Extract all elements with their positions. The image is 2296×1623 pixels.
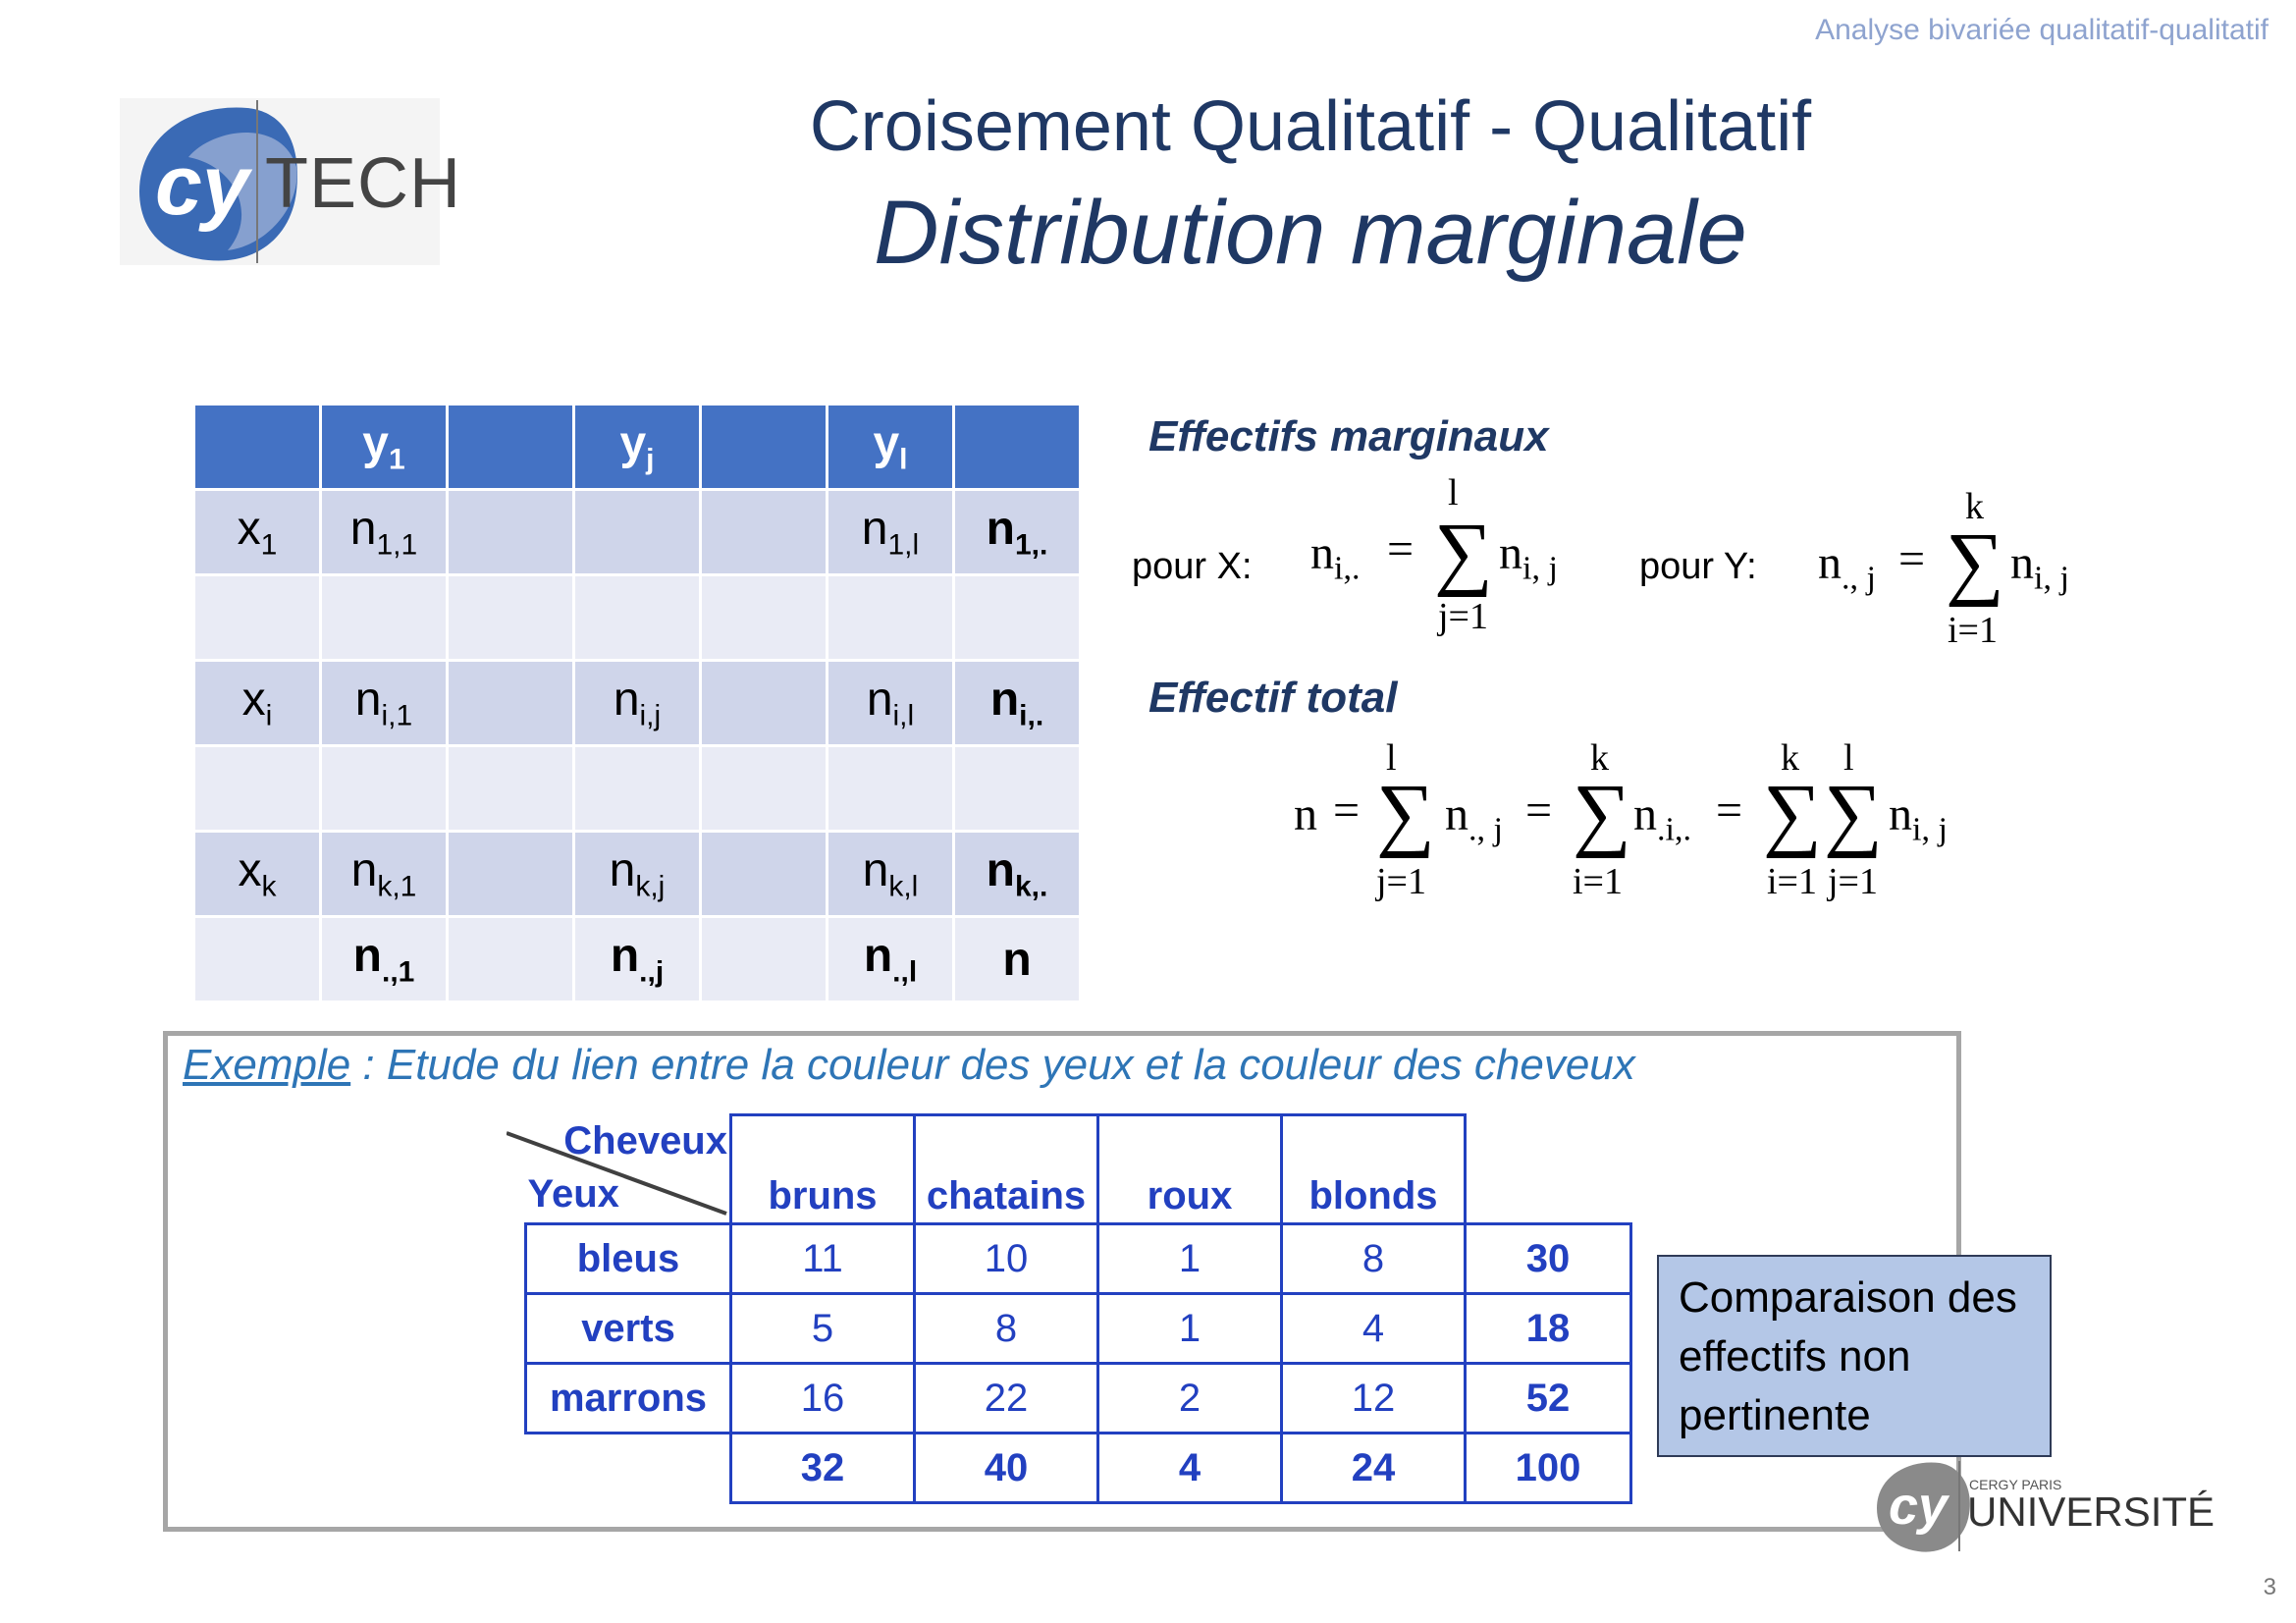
table-cell <box>448 746 574 832</box>
table-cell: 12 <box>1282 1364 1466 1434</box>
table-cell: $n_{i,1}$ <box>321 661 448 746</box>
slide-title: Croisement Qualitatif - Qualitatif <box>809 87 1812 166</box>
table-cell: $n_{i,j}$ <box>574 661 701 746</box>
table-cell: $n_{k,1}$ <box>321 832 448 917</box>
table-cell <box>954 575 1081 661</box>
grand-total: 100 <box>1466 1434 1631 1503</box>
table-cell <box>954 405 1081 490</box>
table-cell <box>448 405 574 490</box>
svg-text:cy: cy <box>1889 1477 1949 1536</box>
row-header: bleus <box>526 1224 731 1294</box>
table-cell <box>194 575 321 661</box>
table-cell: 16 <box>731 1364 915 1434</box>
row-marginal: $n_{1,.}$ <box>954 490 1081 575</box>
table-cell: 22 <box>915 1364 1098 1434</box>
table-cell: 2 <box>1098 1364 1282 1434</box>
table-cell <box>194 405 321 490</box>
column-total: 40 <box>915 1434 1098 1503</box>
table-cell: $n_{1,l}$ <box>828 490 954 575</box>
table-cell: 4 <box>1282 1294 1466 1364</box>
table-cell: $n_{k,l}$ <box>828 832 954 917</box>
cy-universite-logo <box>1869 1457 2216 1555</box>
row-total: 30 <box>1466 1224 1631 1294</box>
table-cell <box>194 746 321 832</box>
table-row <box>194 832 1081 917</box>
row-label: $x_i$ <box>194 661 321 746</box>
table-cell: 11 <box>731 1224 915 1294</box>
table-cell <box>701 917 828 1002</box>
column-header: chatains <box>915 1115 1098 1224</box>
marginals-heading: Effectifs marginaux <box>1148 412 1549 460</box>
table-header-cell: $y_1$ <box>321 405 448 490</box>
table-header-row <box>194 405 1081 490</box>
example-title-text: : Etude du lien entre la couleur des yeux et la couleur des cheveux <box>350 1041 1635 1089</box>
cytech-logo-text: TECH <box>265 144 461 223</box>
row-header: verts <box>526 1294 731 1364</box>
table-cell: $n_{k,j}$ <box>574 832 701 917</box>
total-heading: Effectif total <box>1148 674 1398 722</box>
slide-subtitle: Distribution marginale <box>874 183 1747 283</box>
table-cell <box>574 490 701 575</box>
table-row <box>526 1434 1631 1503</box>
table-cell <box>574 575 701 661</box>
column-header: bruns <box>731 1115 915 1224</box>
corner-cell <box>526 1115 731 1224</box>
table-cell <box>448 575 574 661</box>
svg-text:cy: cy <box>155 138 249 233</box>
cy-universite-text: UNIVERSITÉ <box>1967 1488 2216 1535</box>
page-number: 3 <box>2263 1574 2276 1600</box>
corner-yeux: Yeux <box>527 1172 619 1216</box>
column-marginal: $n_{.,j}$ <box>574 917 701 1002</box>
table-row <box>194 490 1081 575</box>
generic-contingency-table <box>192 403 1082 1003</box>
column-header: roux <box>1098 1115 1282 1224</box>
table-cell <box>448 661 574 746</box>
table-cell <box>321 746 448 832</box>
table-cell <box>448 490 574 575</box>
table-cell <box>448 832 574 917</box>
table-cell: $n_{1,1}$ <box>321 490 448 575</box>
row-marginal: $n_{k,.}$ <box>954 832 1081 917</box>
column-marginal: $n_{.,1}$ <box>321 917 448 1002</box>
table-row <box>194 575 1081 661</box>
table-cell: 5 <box>731 1294 915 1364</box>
corner-cheveux: Cheveux <box>563 1118 727 1163</box>
table-cell: $n_{i,l}$ <box>828 661 954 746</box>
column-total: 32 <box>731 1434 915 1503</box>
cytech-logo <box>120 98 461 265</box>
table-row <box>194 917 1081 1002</box>
formula-row-marginal: l $n_{i,.}$ = ∑ $n_{i, j}$ j=1 <box>1310 472 1558 637</box>
table-row <box>526 1224 1631 1294</box>
row-total: 18 <box>1466 1294 1631 1364</box>
table-header-cell: $y_j$ <box>574 405 701 490</box>
grand-total: n <box>954 917 1081 1002</box>
callout-note: Comparaison des effectifs non pertinente <box>1657 1255 2052 1457</box>
table-row <box>194 746 1081 832</box>
corner-diagonal <box>507 1115 732 1217</box>
column-total: 4 <box>1098 1434 1282 1503</box>
column-header: blonds <box>1282 1115 1466 1224</box>
table-cell: 8 <box>915 1294 1098 1364</box>
table-cell <box>828 575 954 661</box>
table-cell <box>194 917 321 1002</box>
pour-y-label: pour Y: <box>1639 546 1757 587</box>
table-cell <box>828 746 954 832</box>
column-marginal: $n_{.,l}$ <box>828 917 954 1002</box>
table-cell <box>701 575 828 661</box>
table-header-row <box>526 1115 1631 1224</box>
table-cell <box>701 832 828 917</box>
table-header-cell: $y_l$ <box>828 405 954 490</box>
section-header: Analyse bivariée qualitatif-qualitatif <box>1815 14 2269 46</box>
table-cell: 8 <box>1282 1224 1466 1294</box>
table-cell <box>701 405 828 490</box>
table-cell <box>321 575 448 661</box>
row-marginal: $n_{i,.}$ <box>954 661 1081 746</box>
table-cell <box>574 746 701 832</box>
table-row <box>526 1294 1631 1364</box>
table-cell <box>701 661 828 746</box>
pour-x-label: pour X: <box>1132 546 1253 587</box>
row-header: marrons <box>526 1364 731 1434</box>
formula-column-marginal: k $n_{., j}$ = ∑ $n_{i, j}$ i=1 <box>1818 486 2069 651</box>
row-total: 52 <box>1466 1364 1631 1434</box>
table-cell <box>526 1434 731 1503</box>
table-row <box>194 661 1081 746</box>
table-cell <box>448 917 574 1002</box>
table-cell: 1 <box>1098 1294 1282 1364</box>
table-cell <box>954 746 1081 832</box>
table-cell: 10 <box>915 1224 1098 1294</box>
row-label: $x_k$ <box>194 832 321 917</box>
example-title <box>183 1041 1635 1090</box>
row-label: $x_1$ <box>194 490 321 575</box>
cy-universite-small: CERGY PARIS <box>1969 1477 2062 1492</box>
example-label: Exemple <box>183 1041 351 1089</box>
table-cell <box>701 490 828 575</box>
table-cell: 1 <box>1098 1224 1282 1294</box>
example-contingency-table <box>524 1113 1632 1504</box>
table-cell <box>1466 1115 1631 1224</box>
table-cell <box>701 746 828 832</box>
column-total: 24 <box>1282 1434 1466 1503</box>
table-row <box>526 1364 1631 1434</box>
formula-total: n = l ∑ $n_{., j}$ j=1 = k ∑ $n_{.i,.}$ i=1 = k ∑ l ∑ $n_{i, j}$ i=1 j=1 <box>1294 737 1948 902</box>
